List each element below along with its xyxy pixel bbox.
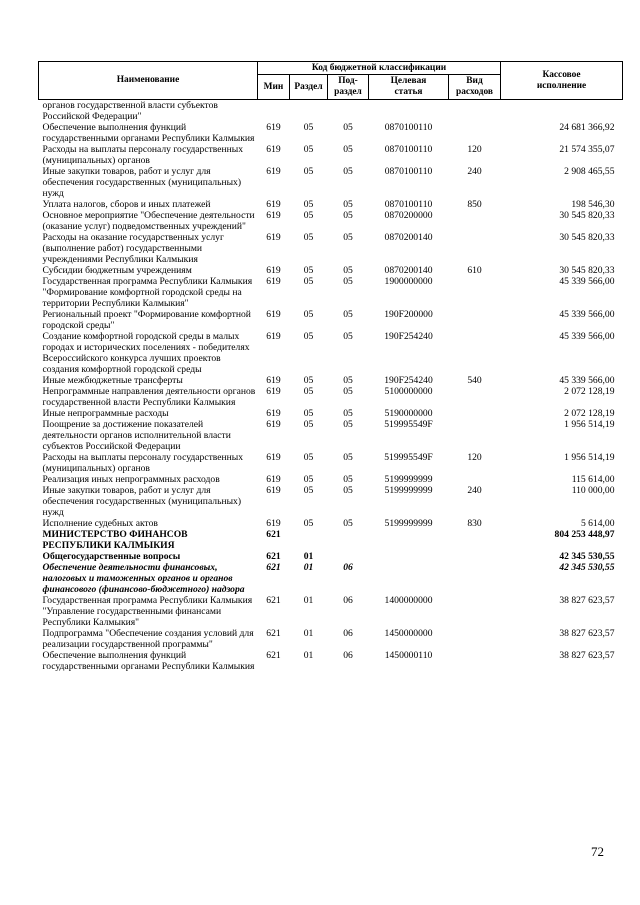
cell-target-article: 1900000000	[384, 276, 433, 287]
header-classification-group: Код бюджетной классификации	[258, 62, 501, 75]
table-row	[39, 232, 623, 265]
cell-target-article: 0870100110	[384, 166, 433, 177]
cell-target-article: 0870200140	[384, 232, 433, 243]
table-row	[39, 144, 623, 166]
cell-expense-kind	[449, 309, 501, 331]
table-row	[39, 386, 623, 408]
cell-subsection: 05	[343, 276, 353, 287]
cell-min: 619	[266, 265, 281, 276]
cell-target-article: 5100000000	[384, 386, 433, 397]
cell-target-article: 519995549F	[384, 419, 433, 430]
cell-min: 621	[266, 562, 281, 573]
table-row	[39, 375, 623, 386]
page-number: 72	[591, 844, 604, 859]
cell-amount: 38 827 623,57	[559, 650, 615, 661]
cell-min: 619	[266, 386, 281, 397]
cell-min: 619	[266, 408, 281, 419]
header-name: Наименование	[39, 62, 258, 100]
cell-subsection: 05	[343, 265, 353, 276]
cell-section: 01	[303, 562, 314, 573]
cell-name: Расходы на выплаты персоналу государственных (муниципальных) органов	[42, 452, 244, 474]
cell-amount: 42 345 530,55	[559, 551, 615, 562]
cell-name: Обеспечение выполнения функций государственными органами Республики Калмыкия	[42, 650, 255, 672]
cell-target-article: 0870100110	[384, 144, 433, 155]
cell-section: 01	[303, 595, 314, 606]
cell-name: Поощрение за достижение показателей деятельности органов исполнительной власти субъектов Российской Федерации	[42, 419, 231, 452]
cell-expense-kind	[449, 276, 501, 309]
cell-amount	[501, 100, 623, 123]
cell-subsection: 05	[343, 331, 353, 342]
cell-target-article: 0870200140	[384, 265, 433, 276]
cell-amount: 45 339 566,00	[559, 331, 615, 342]
cell-subsection: 05	[343, 386, 353, 397]
cell-target-article: 5190000000	[384, 408, 433, 419]
cell-amount: 45 339 566,00	[559, 309, 615, 320]
cell-name: Непрограммные направления деятельности органов государственной власти Республики Калмыкия	[42, 386, 256, 408]
cell-amount: 2 072 128,19	[564, 408, 615, 419]
cell-min: 619	[266, 210, 281, 221]
cell-amount: 42 345 530,55	[559, 562, 615, 573]
cell-subsection: 05	[343, 474, 353, 485]
table-row	[39, 331, 623, 375]
cell-subsection: 06	[343, 562, 353, 573]
cell-target-article: 0870200000	[384, 210, 433, 221]
header-section: Раздел	[290, 75, 328, 100]
cell-expense-kind	[449, 529, 501, 551]
cell-name: Исполнение судебных актов	[42, 518, 158, 529]
cell-subsection: 06	[343, 595, 353, 606]
cell-section: 01	[303, 551, 314, 562]
cell-target-article: 5199999999	[384, 518, 433, 529]
cell-min: 619	[266, 331, 281, 342]
cell-name: Иные закупки товаров, работ и услуг для обеспечения государственных (муниципальных) нужд	[42, 166, 242, 199]
cell-subsection	[328, 100, 369, 123]
cell-target-article: 190F200000	[384, 309, 433, 320]
cell-subsection: 05	[343, 232, 353, 243]
cell-min: 619	[266, 276, 281, 287]
cell-target-article: 5199999999	[384, 474, 433, 485]
cell-expense-kind	[449, 100, 501, 123]
cell-amount: 38 827 623,57	[559, 628, 615, 639]
cell-target-article: 0870100110	[384, 122, 433, 133]
cell-amount: 2 072 128,19	[564, 386, 615, 397]
cell-name: Расходы на оказание государственных услуг (выполнение работ) государственными учреждениями Республики Калмыкия	[42, 232, 224, 265]
table-row	[39, 551, 623, 562]
table-row	[39, 650, 623, 672]
cell-min: 619	[266, 232, 281, 243]
table-row	[39, 419, 623, 452]
cell-subsection: 05	[343, 309, 353, 320]
cell-expense-kind	[449, 562, 501, 595]
cell-section: 05	[303, 199, 314, 210]
table-row	[39, 309, 623, 331]
cell-section: 05	[303, 309, 314, 320]
table-row	[39, 628, 623, 650]
cell-min: 619	[266, 122, 281, 133]
cell-min: 619	[266, 474, 281, 485]
cell-name: Обеспечение выполнения функций государственными органами Республики Калмыкия	[42, 122, 255, 144]
cell-amount: 1 956 514,19	[564, 452, 615, 463]
cell-section: 05	[303, 386, 314, 397]
cell-subsection	[328, 529, 369, 551]
cell-amount: 45 339 566,00	[559, 375, 615, 386]
cell-expense-kind	[449, 650, 501, 672]
cell-amount: 38 827 623,57	[559, 595, 615, 606]
cell-name: Основное мероприятие "Обеспечение деятельности (оказание услуг) подведомственных учреждений"	[42, 210, 255, 232]
cell-name: Субсидии бюджетным учреждениям	[42, 265, 192, 276]
cell-subsection: 05	[343, 199, 353, 210]
cell-name: Общегосударственные вопросы	[42, 551, 181, 562]
table-row	[39, 199, 623, 210]
cell-expense-kind: 120	[467, 144, 482, 155]
cell-section: 05	[303, 518, 314, 529]
cell-amount: 2 908 465,55	[564, 166, 615, 177]
cell-section: 05	[303, 474, 314, 485]
cell-expense-kind	[449, 595, 501, 628]
cell-subsection: 05	[343, 518, 353, 529]
cell-expense-kind	[449, 419, 501, 452]
table-row	[39, 562, 623, 595]
cell-min: 619	[266, 518, 281, 529]
cell-section: 05	[303, 485, 314, 496]
cell-subsection: 06	[343, 628, 353, 639]
cell-name: Иные непрограммные расходы	[42, 408, 169, 419]
cell-target-article: 0870100110	[384, 199, 433, 210]
cell-expense-kind	[449, 474, 501, 485]
cell-target-article	[369, 529, 449, 551]
cell-section: 01	[303, 628, 314, 639]
cell-subsection: 05	[343, 408, 353, 419]
cell-min: 619	[266, 199, 281, 210]
cell-name: Подпрограмма "Обеспечение создания условий для реализации государственной программы"	[42, 628, 254, 650]
table-row	[39, 166, 623, 199]
cell-min: 621	[266, 551, 281, 562]
cell-section	[290, 100, 328, 123]
cell-expense-kind	[449, 232, 501, 265]
table-row	[39, 485, 623, 518]
cell-name: МИНИСТЕРСТВО ФИНАНСОВ РЕСПУБЛИКИ КАЛМЫКИЯ	[42, 529, 188, 551]
cell-name: Региональный проект "Формирование комфортной городской среды"	[42, 309, 251, 331]
table-header	[39, 62, 623, 100]
cell-amount: 1 956 514,19	[564, 419, 615, 430]
cell-section: 05	[303, 144, 314, 155]
table-row	[39, 529, 623, 551]
cell-min: 621	[266, 650, 281, 661]
cell-amount: 21 574 355,07	[559, 144, 615, 155]
cell-name: органов государственной власти субъектов Российской Федерации"	[42, 100, 218, 122]
cell-target-article	[369, 100, 449, 123]
cell-name: Государственная программа Республики Калмыкия "Формирование комфортной городской среды на территории Республики Калмыкия"	[42, 276, 253, 309]
cell-subsection: 05	[343, 144, 353, 155]
cell-section: 05	[303, 276, 314, 287]
cell-amount: 115 614,00	[571, 474, 615, 485]
cell-section: 05	[303, 122, 314, 133]
cell-expense-kind	[449, 386, 501, 408]
cell-section: 05	[303, 210, 314, 221]
cell-amount: 804 253 448,97	[554, 529, 615, 540]
cell-amount: 198 546,30	[571, 199, 615, 210]
cell-section: 01	[303, 650, 314, 661]
table-row	[39, 265, 623, 276]
cell-expense-kind: 240	[467, 166, 482, 177]
cell-name: Обеспечение деятельности финансовых, налоговых и таможенных органов и органов финансового (финансово-бюджетного) надзора	[42, 562, 245, 595]
cell-section: 05	[303, 166, 314, 177]
cell-expense-kind	[449, 331, 501, 375]
cell-target-article: 190F254240	[384, 331, 433, 342]
header-expense-kind: Вид расходов	[449, 75, 501, 100]
cell-amount: 30 545 820,33	[559, 210, 615, 221]
cell-subsection: 05	[343, 375, 353, 386]
cell-target-article	[369, 551, 449, 562]
cell-name: Создание комфортной городской среды в малых городах и исторических поселениях - победителях Всероссийского конкурса лучших проектов создания комфортной городской среды	[42, 331, 250, 375]
cell-subsection: 05	[343, 452, 353, 463]
cell-subsection: 06	[343, 650, 353, 661]
cell-name: Иные закупки товаров, работ и услуг для обеспечения государственных (муниципальных) нужд	[42, 485, 242, 518]
cell-section	[290, 529, 328, 551]
table-row	[39, 210, 623, 232]
cell-section: 05	[303, 331, 314, 342]
table-row	[39, 408, 623, 419]
cell-amount: 30 545 820,33	[559, 232, 615, 243]
cell-expense-kind: 240	[467, 485, 482, 496]
cell-min: 621	[266, 595, 281, 606]
cell-subsection: 05	[343, 166, 353, 177]
cell-expense-kind: 540	[467, 375, 482, 386]
cell-name: Уплата налогов, сборов и иных платежей	[42, 199, 211, 210]
header-cash-execution: Кассовое исполнение	[501, 62, 623, 100]
cell-expense-kind: 830	[467, 518, 482, 529]
budget-table	[38, 61, 623, 672]
header-target-article: Целевая статья	[369, 75, 449, 100]
table-row	[39, 100, 623, 123]
cell-section: 05	[303, 375, 314, 386]
cell-target-article: 519995549F	[384, 452, 433, 463]
cell-min: 619	[266, 452, 281, 463]
cell-target-article: 1450000110	[384, 650, 433, 661]
cell-expense-kind	[449, 122, 501, 144]
cell-target-article: 1400000000	[384, 595, 433, 606]
cell-section: 05	[303, 232, 314, 243]
cell-subsection: 05	[343, 485, 353, 496]
table-row	[39, 122, 623, 144]
cell-amount: 110 000,00	[571, 485, 615, 496]
cell-amount: 24 681 366,92	[559, 122, 615, 133]
table-row	[39, 595, 623, 628]
cell-subsection	[328, 551, 369, 562]
cell-section: 05	[303, 452, 314, 463]
cell-target-article	[369, 562, 449, 595]
cell-expense-kind: 610	[467, 265, 482, 276]
cell-target-article: 1450000000	[384, 628, 433, 639]
cell-name: Реализация иных непрограммных расходов	[42, 474, 220, 485]
cell-name: Иные межбюджетные трансферты	[42, 375, 183, 386]
cell-min: 619	[266, 309, 281, 320]
table-row	[39, 276, 623, 309]
cell-min	[258, 100, 290, 123]
cell-expense-kind	[449, 408, 501, 419]
cell-expense-kind: 120	[467, 452, 482, 463]
table-row	[39, 452, 623, 474]
cell-expense-kind	[449, 210, 501, 232]
cell-target-article: 190F254240	[384, 375, 433, 386]
header-subsection: Под- раздел	[328, 75, 369, 100]
table-row	[39, 518, 623, 529]
cell-subsection: 05	[343, 210, 353, 221]
cell-target-article: 5199999999	[384, 485, 433, 496]
cell-expense-kind	[449, 551, 501, 562]
cell-amount: 30 545 820,33	[559, 265, 615, 276]
cell-min: 619	[266, 166, 281, 177]
cell-min: 621	[266, 529, 281, 540]
cell-name: Расходы на выплаты персоналу государственных (муниципальных) органов	[42, 144, 244, 166]
cell-subsection: 05	[343, 122, 353, 133]
cell-min: 619	[266, 485, 281, 496]
cell-amount: 5 614,00	[580, 518, 615, 529]
cell-min: 621	[266, 628, 281, 639]
cell-section: 05	[303, 408, 314, 419]
cell-section: 05	[303, 419, 314, 430]
cell-min: 619	[266, 144, 281, 155]
header-min: Мин	[258, 75, 290, 100]
cell-min: 619	[266, 375, 281, 386]
table-row	[39, 474, 623, 485]
cell-name: Государственная программа Республики Калмыкия "Управление государственными финансами Республики Калмыкия"	[42, 595, 253, 628]
table-body	[39, 100, 623, 673]
cell-section: 05	[303, 265, 314, 276]
cell-expense-kind: 850	[467, 199, 482, 210]
cell-subsection: 05	[343, 419, 353, 430]
cell-amount: 45 339 566,00	[559, 276, 615, 287]
cell-expense-kind	[449, 628, 501, 650]
cell-min: 619	[266, 419, 281, 430]
